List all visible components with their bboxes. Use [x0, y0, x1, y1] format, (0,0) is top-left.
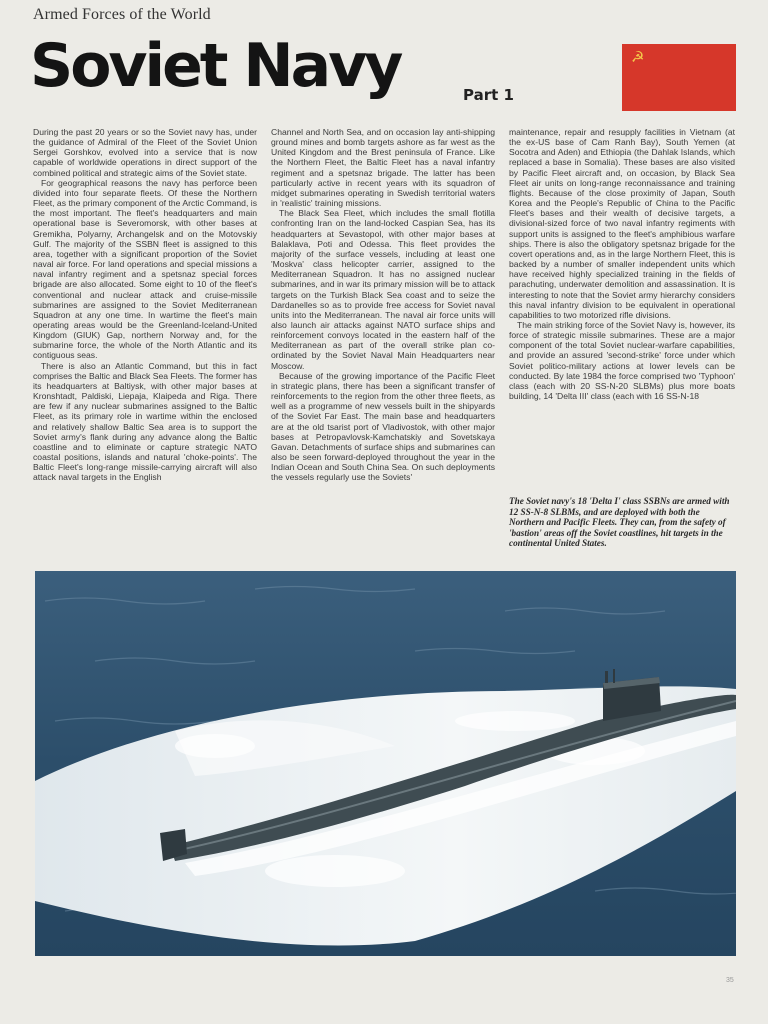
paragraph: The Black Sea Fleet, which includes the small flotilla confronting Iran on the land-locked Caspian Sea, has its headquarters at Sevastopol, with other major bases at Balaklava, Poti and Odessa. This fleet provides the majority of the surface vessels, including at least one 'Moskva' class helicopter carrier, assigned to the Mediterranean Squadron. It has no assigned nuclear submarines, and in war its primary mission will be to attack targets on the Turkish Black Sea coast and to seize the Dardanelles so as to provide free access for Soviet naval units into the Mediterranean. The naval air force units will also launch air attacks against NATO surface ships and reinforcement convoys located in the eastern half of the Mediterranean as part of the overall strike plan co-ordinated by the Soviet Naval Main Headquarters near Moscow.	[271, 208, 495, 371]
photo-caption: The Soviet navy's 18 'Delta I' class SSBNs are armed with 12 SS-N-8 SLBMs, and are deployed with both the Northern and Pacific Fleets. They can, from the safety of 'bastion' areas off the Soviet coastlines, hit targets in the continental United States.	[509, 496, 730, 549]
paragraph: There is also an Atlantic Command, but this in fact comprises the Baltic and Black Sea Fleets. The former has its headquarters at Baltiysk, with other major bases at Kronshtadt, Paldiski, Liepaja, Klaipeda and Riga. There are few if any nuclear submarines assigned to the Baltic Fleet, as its primary role in wartime within the enclosed and relatively shallow Baltic Sea area is to support the Soviet army's flank during any advance along the Baltic coastline and to eliminate or capture strategic NATO coastal positions, islands and natural 'choke-points'. The Baltic Fleet's long-range missile-carrying aircraft will also attack naval targets in the English	[33, 360, 257, 483]
paragraph: During the past 20 years or so the Soviet navy has, under the guidance of Admiral of the Fleet of the Soviet Union Sergei Gorshkov, evolved into a service that is now capable of worldwide operations in direct support of the combined political and strategic aims of the Soviet state.	[33, 127, 257, 178]
page-title: Soviet Navy	[30, 31, 401, 101]
series-title: Armed Forces of the World	[33, 6, 211, 23]
paragraph: For geographical reasons the navy has perforce been divided into four separate fleets. Of these the Northern Fleet, as the primary component of the Arctic Command, is the most important. The fleet's headquarters and main operational base is Severomorsk, with other bases at Gremikha, Polyarny, Archangelsk and on the Motovskiy Gulf. The majority of the SSBN fleet is assigned to this area, together with a significant proportion of the Soviet naval air force. For land operations and special missions a naval infantry regiment and a spetsnaz special forces brigade are also allocated. Some eight to 10 of the fleet's conventional and nuclear attack and cruise-missile submarines are assigned to the Soviet Mediterranean Squadron at any one time. In wartime the fleet's main operating areas would be the Greenland-Iceland-United Kingdom (GIUK) Gap, northern Norway and, for the submarine force, the whole of the North Atlantic and its contiguous seas.	[33, 177, 257, 361]
text-column-3	[509, 127, 735, 401]
part-label: Part 1	[463, 86, 514, 104]
paragraph: The main striking force of the Soviet Navy is, however, its force of strategic missile submarines. These are a major component of the total Soviet nuclear-warfare capabilities, and provide an assured 'second-strike' force under which Soviet politico-military actions at lower levels can be conducted. By late 1984 the force comprised two 'Typhoon' class (each with 20 SS-N-20 SLBMs) plus more boats building, 14 'Delta III' class (each with 16 SS-N-18	[509, 319, 735, 402]
paragraph: Channel and North Sea, and on occasion lay anti-shipping ground mines and bomb targets ashore as far west as the United Kingdom and the Brest peninsula of France. Like the Northern Fleet, the Baltic Fleet has a naval infantry regiment and a spetsnaz brigade. The latter has been particularly active in recent years with its squadron of midget submarines operating in Swedish territorial waters in 'realistic' training missions.	[271, 127, 495, 209]
paragraph: Because of the growing importance of the Pacific Fleet in strategic plans, there has been a significant transfer of reinforcements to the region from the other three fleets, as well as a programme of new vessels built in the shipyards of the Soviet Far East. The main base and headquarters are at the old tsarist port of Vladivostok, with other major bases at Petropavlovsk-Kamchatskiy and Sovetskaya Gavan. Detachments of surface ships and submarines can also be seen forward-deployed throughout the year in the Indian Ocean and South China Sea. On such deployments the vessels regularly use the Soviets'	[271, 370, 495, 483]
submarine-photo	[35, 571, 736, 956]
text-column-1	[33, 127, 257, 482]
soviet-flag	[622, 44, 736, 111]
text-column-2	[271, 127, 495, 482]
hammer-sickle-icon: ☭	[631, 49, 645, 66]
paragraph: maintenance, repair and resupply facilities in Vietnam (at the ex-US base of Cam Ranh Bay), South Yemen (at Socotra and Aden) and Ethiopia (the Dahlak Islands, which replaced a base in Somalia). These bases are also visited by Pacific Fleet aircraft and, on occasion, by Black Sea Fleet air units on long-range reconnaissance and training flights. Because of the close proximity of Japan, South Korea and the People's Republic of China to the Pacific Fleet's bases and their wealth of decisive targets, a divisional-sized force of two naval infantry regiments with support units is assigned to the fleet's amphibious warfare ships. There is also the obligatory spetsnaz brigade for the covert operations and, as in the large Northern Fleet, this is backed by a number of smaller independent units which have received highly specialized training in the fields of parachuting, underwater demolition and assassination. It is interesting to note that the Soviet army hierarchy considers this naval infantry division to be equivalent in operational capabilities to two motorized rifle divisions.	[509, 127, 735, 320]
page-number: 35	[726, 977, 734, 984]
